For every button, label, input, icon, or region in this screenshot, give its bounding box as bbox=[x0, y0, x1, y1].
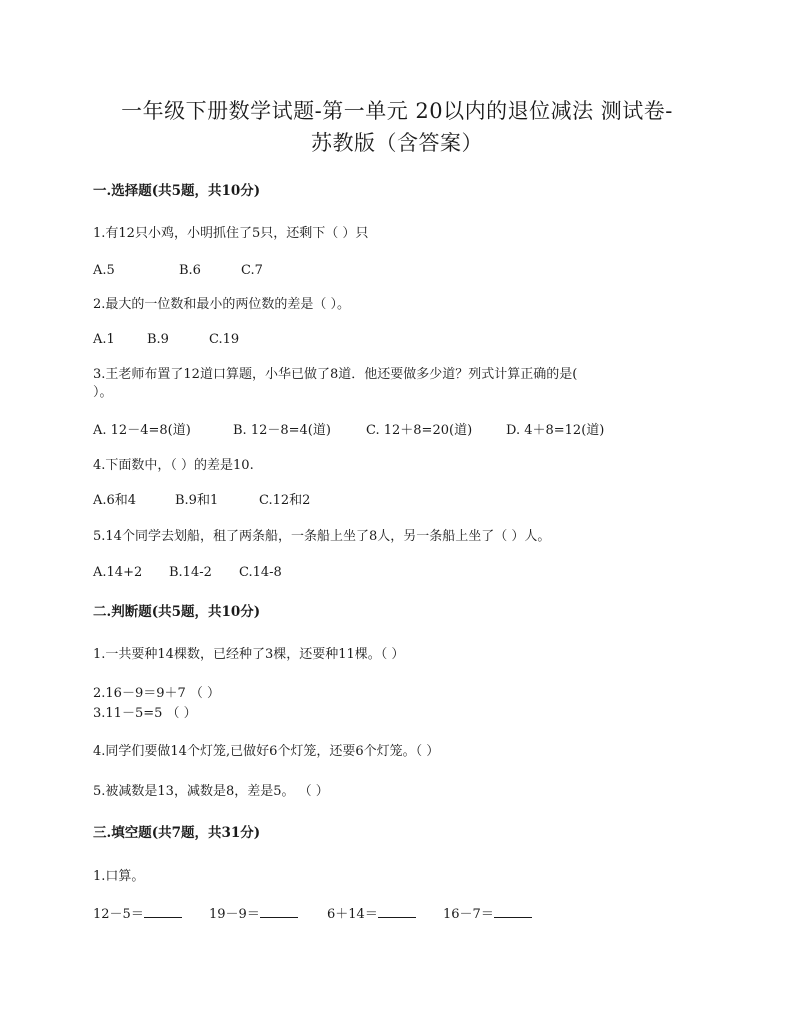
option-b: B. 12－8=4(道) bbox=[233, 423, 331, 438]
answer-blank[interactable] bbox=[378, 904, 416, 918]
option-b: B.14-2 bbox=[169, 565, 212, 580]
option-c: C. 12＋8=20(道) bbox=[366, 423, 473, 438]
option-c: C.19 bbox=[209, 332, 240, 347]
judgment-question-3: 3.11－5=5 （ ） bbox=[93, 706, 197, 721]
option-a: A.5 bbox=[93, 263, 115, 278]
section-heading-judgment: 二.判断题(共5题，共10分) bbox=[93, 604, 261, 620]
math-expression: 19－9＝ bbox=[209, 907, 260, 922]
judgment-question-4: 4.同学们要做14个灯笼,已做好6个灯笼，还要6个灯笼。（ ） bbox=[93, 744, 440, 759]
choice-question-3: 3.王老师布置了12道口算题，小华已做了8道．他还要做多少道？列式计算正确的是( bbox=[93, 367, 578, 382]
answer-blank[interactable] bbox=[494, 904, 532, 918]
choice-options-3 bbox=[93, 422, 604, 440]
choice-question-1: 1.有12只小鸡，小明抓住了5只，还剩下（ ）只 bbox=[93, 226, 369, 241]
mental-math-item bbox=[93, 904, 209, 924]
option-c: C.12和2 bbox=[259, 493, 311, 508]
option-a: A.6和4 bbox=[93, 493, 137, 508]
choice-options-5 bbox=[93, 564, 282, 582]
judgment-question-5: 5.被减数是13，减数是8，差是5。 （ ） bbox=[93, 784, 329, 799]
option-c: C.7 bbox=[241, 263, 263, 278]
choice-options-2 bbox=[93, 331, 239, 349]
mental-math-item bbox=[327, 904, 443, 924]
option-b: B.9和1 bbox=[175, 493, 219, 508]
mental-math-item bbox=[209, 904, 327, 924]
option-a: A. 12－4=8(道) bbox=[93, 423, 191, 438]
option-b: B.9 bbox=[147, 332, 169, 347]
option-a: A.1 bbox=[93, 332, 115, 347]
math-expression: 16－7＝ bbox=[443, 907, 494, 922]
answer-blank[interactable] bbox=[144, 904, 182, 918]
judgment-question-1: 1.一共要种14棵数，已经种了3棵，还要种11棵。（ ） bbox=[93, 647, 405, 662]
fill-question-1: 1.口算。 bbox=[93, 869, 145, 884]
judgment-question-2: 2.16－9＝9＋7 （ ） bbox=[93, 686, 221, 701]
document-title-line2: 苏教版（含答案） bbox=[311, 131, 483, 155]
answer-blank[interactable] bbox=[260, 904, 298, 918]
option-b: B.6 bbox=[179, 263, 201, 278]
math-expression: 12－5＝ bbox=[93, 907, 144, 922]
choice-question-2: 2.最大的一位数和最小的两位数的差是（ ）。 bbox=[93, 297, 351, 312]
section-heading-fill: 三.填空题(共7题，共31分) bbox=[93, 825, 261, 841]
choice-question-3-cont: ）。 bbox=[93, 385, 113, 400]
option-c: C.14-8 bbox=[239, 565, 282, 580]
choice-options-4 bbox=[93, 492, 310, 510]
mental-math-row bbox=[93, 904, 532, 924]
mental-math-item bbox=[443, 904, 532, 924]
section-heading-choice: 一.选择题(共5题，共10分) bbox=[93, 183, 261, 199]
choice-question-5: 5.14个同学去划船，租了两条船，一条船上坐了8人，另一条船上坐了（ ）人。 bbox=[93, 529, 551, 544]
math-expression: 6＋14＝ bbox=[327, 907, 378, 922]
option-a: A.14+2 bbox=[93, 565, 143, 580]
option-d: D. 4＋8=12(道) bbox=[506, 423, 605, 438]
document-title-line1: 一年级下册数学试题-第一单元 20以内的退位减法 测试卷- bbox=[121, 99, 673, 123]
choice-options-1 bbox=[93, 262, 263, 280]
choice-question-4: 4.下面数中，（ ）的差是10. bbox=[93, 458, 254, 473]
